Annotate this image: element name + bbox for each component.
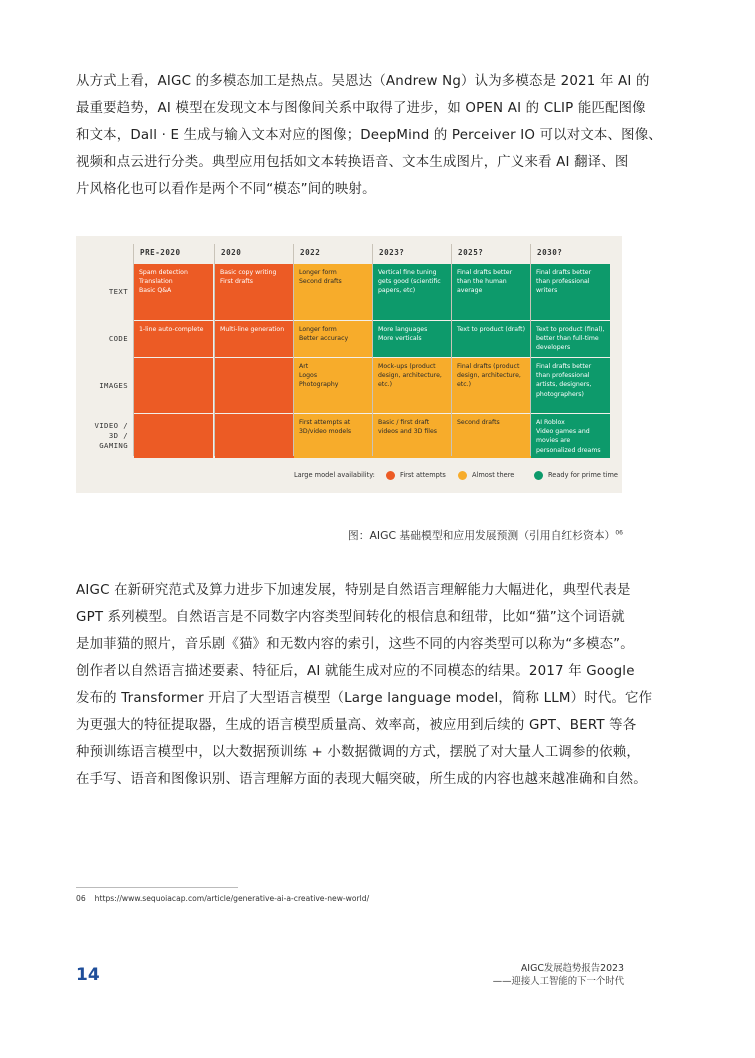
page-number: 14 (76, 965, 100, 985)
figure-caption (348, 528, 623, 543)
footnote (76, 894, 369, 903)
paragraph-line: 视频和点云进行分类。典型应用包括如文本转换语音、文本生成图片，广义来看 AI 翻译、图 (76, 155, 629, 170)
paragraph-1 (76, 68, 676, 203)
grid-cell: Final drafts better than professional writers (531, 264, 610, 320)
footnote-number: 06 (76, 894, 86, 903)
caption-text: 图：AIGC 基础模型和应用发展预测（引用自红杉资本） (347, 529, 616, 542)
grid-cell: AI Roblox Video games and movies are personalized dreams (531, 414, 610, 458)
row-label: CODE (108, 334, 128, 343)
column-divider (293, 244, 294, 456)
paragraph-line: 从方式上看，AIGC 的多模态加工是热点。吴恩达（Andrew Ng）认为多模态是 2021 年 AI 的 (76, 74, 650, 89)
paragraph-line: 为更强大的特征提取器，生成的语言模型质量高、效率高，被应用到后续的 GPT、BERT 等各 (76, 718, 637, 733)
legend-label: Ready for prime time (548, 471, 618, 479)
column-header: PRE-2020 (140, 248, 181, 257)
row-label: TEXT (108, 287, 128, 296)
grid-cell: Final drafts better than the human average (452, 264, 531, 320)
caption-footnote-ref: 06 (615, 529, 623, 537)
grid-cell: Final drafts better than professional artists, designers, photographers) (531, 358, 610, 413)
grid-cell: Basic copy writing First drafts (215, 264, 294, 320)
column-divider (451, 244, 452, 456)
legend-dot (458, 471, 467, 480)
grid-cell: Mock-ups (product design, architecture, etc.) (373, 358, 452, 413)
grid-cell: Art Logos Photography (294, 358, 373, 413)
column-header: 2020 (221, 248, 242, 257)
column-divider (133, 244, 134, 456)
grid-cell (215, 414, 294, 458)
grid-cell: Longer form Second drafts (294, 264, 373, 320)
report-subtitle: ——迎接人工智能的下一个时代 (492, 976, 624, 987)
paragraph-line: 是加菲猫的照片，音乐剧《猫》和无数内容的索引，这些不同的内容类型可以称为“多模态”。 (76, 637, 634, 652)
footnote-divider (76, 887, 238, 888)
column-header: 2030? (537, 248, 563, 257)
aigc-forecast-figure (76, 236, 622, 493)
paragraph-line: GPT 系列模型。自然语言是不同数字内容类型间转化的根信息和纽带，比如“猫”这个词语就 (76, 610, 625, 625)
footnote-link[interactable]: https://www.sequoiacap.com/article/generative-ai-a-creative-new-world/ (94, 894, 370, 903)
grid-cell: Second drafts (452, 414, 531, 458)
legend-label: First attempts (400, 471, 446, 479)
paragraph-line: 种预训练语言模型中，以大数据预训练 + 小数据微调的方式，摆脱了对大量人工调参的依赖， (76, 745, 640, 760)
grid-cell: Text to product (draft) (452, 321, 531, 357)
legend-dot (534, 471, 543, 480)
grid-cell: Multi-line generation (215, 321, 294, 357)
grid-cell: Spam detection Translation Basic Q&A (134, 264, 213, 320)
grid-cell (134, 358, 213, 413)
grid-cell: Basic / first draft videos and 3D files (373, 414, 452, 458)
paragraph-line: 在手写、语音和图像识别、语言理解方面的表现大幅突破，所生成的内容也越来越准确和自然。 (76, 772, 647, 787)
grid-cell: Text to product (final), better than full-time developers (531, 321, 610, 357)
legend-label: Almost there (472, 471, 515, 479)
column-header: 2022 (300, 248, 321, 257)
grid-cell: Longer form Better accuracy (294, 321, 373, 357)
running-footer (493, 962, 624, 988)
paragraph-line: 发布的 Transformer 开启了大型语言模型（Large language model，简称 LLM）时代。它作 (76, 691, 653, 706)
grid-cell: Final drafts (product design, architecture, etc.) (452, 358, 531, 413)
column-header: 2025? (458, 248, 484, 257)
paragraph-line: 片风格化也可以看作是两个不同“模态”间的映射。 (76, 182, 376, 197)
grid-cell: 1-line auto-complete (134, 321, 213, 357)
column-header: 2023? (379, 248, 405, 257)
report-title: AIGC发展趋势报告2023 (520, 963, 624, 974)
grid-cell: First attempts at 3D/video models (294, 414, 373, 458)
grid-cell: Vertical fine tuning gets good (scientific papers, etc) (373, 264, 452, 320)
column-divider (530, 244, 531, 456)
paragraph-line: AIGC 在新研究范式及算力进步下加速发展，特别是自然语言理解能力大幅进化，典型代表是 (76, 583, 631, 598)
paragraph-2 (76, 577, 676, 793)
row-label: IMAGES (99, 380, 128, 390)
grid-cell (134, 414, 213, 458)
grid-cell (215, 358, 294, 413)
paragraph-line: 和文本，Dall · E 生成与输入文本对应的图像；DeepMind 的 Perceiver IO 可以对文本、图像、 (76, 128, 662, 143)
paragraph-line: 创作者以自然语言描述要素、特征后，AI 就能生成对应的不同模态的结果。2017 年 Google (76, 664, 635, 679)
column-divider (214, 244, 215, 456)
legend-title: Large model availability: (294, 471, 375, 479)
paragraph-line: 最重要趋势，AI 模型在发现文本与图像间关系中取得了进步，如 OPEN AI 的 CLIP 能匹配图像 (76, 101, 646, 116)
column-divider (372, 244, 373, 456)
row-label: VIDEO / 3D / GAMING (94, 421, 128, 450)
grid-cell: More languages More verticals (373, 321, 452, 357)
legend-dot (386, 471, 395, 480)
